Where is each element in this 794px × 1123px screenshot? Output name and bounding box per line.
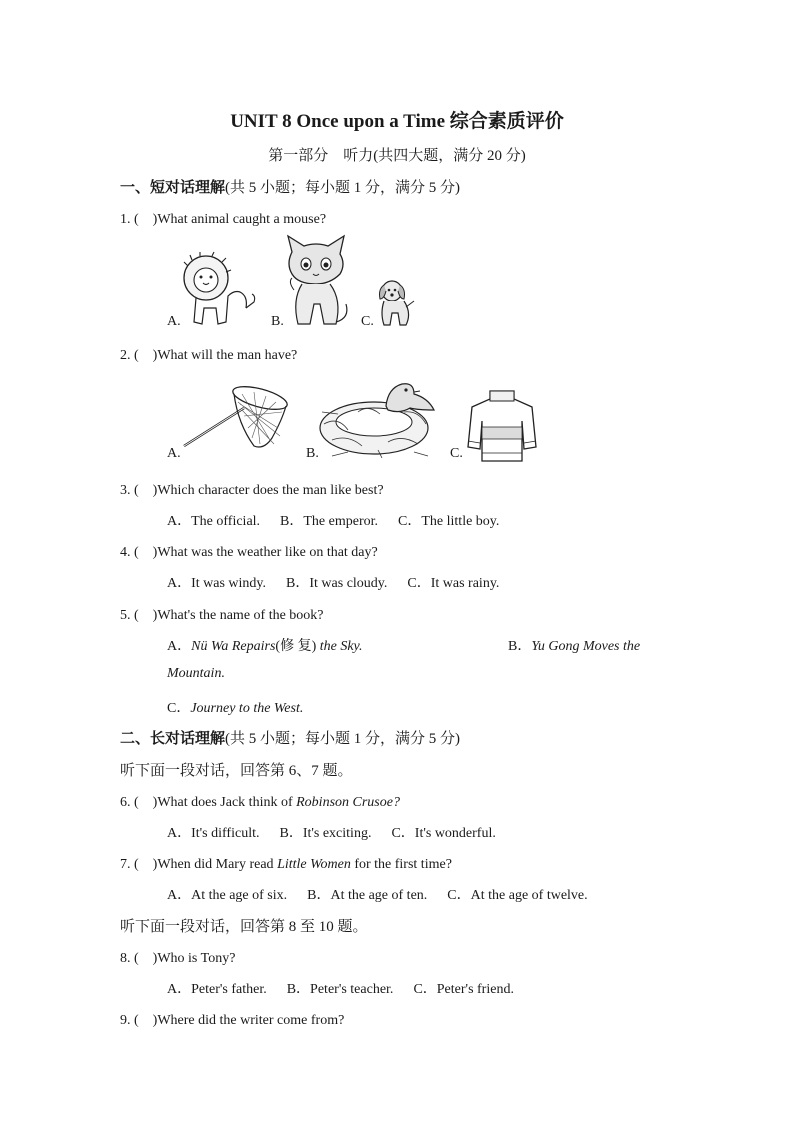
bird-nest-icon [318,376,436,460]
question-1-number: 1. ( ) [120,212,158,227]
question-6-text: What does Jack think of [157,795,297,810]
question-6-options [167,822,496,842]
q5-option-b-label: B． [508,639,532,654]
q5-option-c-title: Journey to the West. [190,701,304,716]
question-6-book-title: Robinson Crusoe? [296,795,400,810]
question-7-number: 7. ( ) [120,857,158,872]
section-2-heading [120,727,460,748]
butterfly-net-icon [182,380,294,452]
q5-option-a-label: A． [167,639,192,654]
section-1-label: 一、短对话理解 [120,180,226,196]
question-2-text: What will the man have? [157,348,298,363]
question-1 [120,208,326,228]
question-3 [120,479,384,499]
question-6-number: 6. ( ) [120,795,158,810]
q6-option-a: A．It's difficult. [167,826,260,841]
question-7-text-after: for the first time? [350,857,452,872]
q6-option-c: C．It's wonderful. [391,826,496,841]
q2-option-c: C. [450,446,463,461]
q8-option-a: A．Peter's father. [167,982,267,997]
question-8-number: 8. ( ) [120,951,158,966]
instruction-8-10: 听下面一段对话，回答第 8 至 10 题。 [120,919,368,935]
lion-icon [180,252,258,328]
question-8-options [167,978,514,998]
section-2-label: 二、长对话理解 [120,731,226,747]
question-8-text: Who is Tony? [157,951,236,966]
q2-option-a: A. [167,446,181,461]
question-9 [120,1009,344,1029]
question-5-number: 5. ( ) [120,608,158,623]
question-7 [120,853,452,873]
instruction-6-7: 听下面一段对话，回答第 6、7 题。 [120,763,353,779]
q5-option-b-continued: Mountain. [167,666,225,681]
question-9-number: 9. ( ) [120,1013,158,1028]
question-3-number: 3. ( ) [120,483,158,498]
question-4-text: What was the weather like on that day? [157,545,378,560]
dog-icon [374,277,418,329]
question-5-text: What's the name of the book? [157,608,324,623]
q5-option-c [167,697,303,717]
q1-option-b: B. [271,314,284,329]
q5-option-c-label: C． [167,701,191,716]
question-7-text: When did Mary read [157,857,278,872]
q8-option-b: B．Peter's teacher. [286,982,394,997]
q3-option-b: B．The emperor. [280,514,379,529]
q5-option-b [508,635,640,655]
section-1-heading [120,176,460,197]
q7-option-b: B．At the age of ten. [307,888,428,903]
question-5 [120,604,324,624]
part-subtitle: 第一部分 听力(共四大题，满分 20 分) [268,148,526,164]
question-8 [120,947,235,967]
cat-icon [284,234,350,330]
question-4-number: 4. ( ) [120,545,158,560]
q5-option-a [167,635,363,655]
question-6 [120,791,400,811]
section-2-rest: (共 5 小题；每小题 1 分，满分 5 分) [225,731,461,747]
q4-option-a: A．It was windy. [167,576,267,591]
q5-option-a-paren: (修 复) [275,639,317,654]
question-3-options [167,510,499,530]
question-2 [120,344,297,364]
question-4 [120,541,378,561]
question-7-options [167,884,588,904]
question-1-text: What animal caught a mouse? [157,212,327,227]
page-title: UNIT 8 Once upon a Time 综合素质评价 [230,111,564,132]
q3-option-a: A．The official. [167,514,261,529]
question-4-options [167,572,499,592]
q7-option-a: A．At the age of six. [167,888,288,903]
q5-option-a-title-1: Nü Wa Repairs [191,639,276,654]
question-7-book-title: Little Women [277,857,351,872]
q3-option-c: C．The little boy. [398,514,500,529]
q8-option-c: C．Peter's friend. [413,982,514,997]
q5-option-b-title: Yu Gong Moves the [531,639,641,654]
q4-option-b: B．It was cloudy. [286,576,388,591]
q1-option-a: A. [167,314,181,329]
q4-option-c: C．It was rainy. [407,576,500,591]
q6-option-b: B．It's exciting. [279,826,372,841]
section-1-rest: (共 5 小题；每小题 1 分，满分 5 分) [225,180,461,196]
question-2-number: 2. ( ) [120,348,158,363]
question-3-text: Which character does the man like best? [157,483,384,498]
q1-option-c: C. [361,314,374,329]
question-9-text: Where did the writer come from? [157,1013,345,1028]
sweater-icon [466,387,538,463]
q2-option-b: B. [306,446,319,461]
q7-option-c: C．At the age of twelve. [447,888,588,903]
q5-option-a-title-2: the Sky. [319,639,363,654]
